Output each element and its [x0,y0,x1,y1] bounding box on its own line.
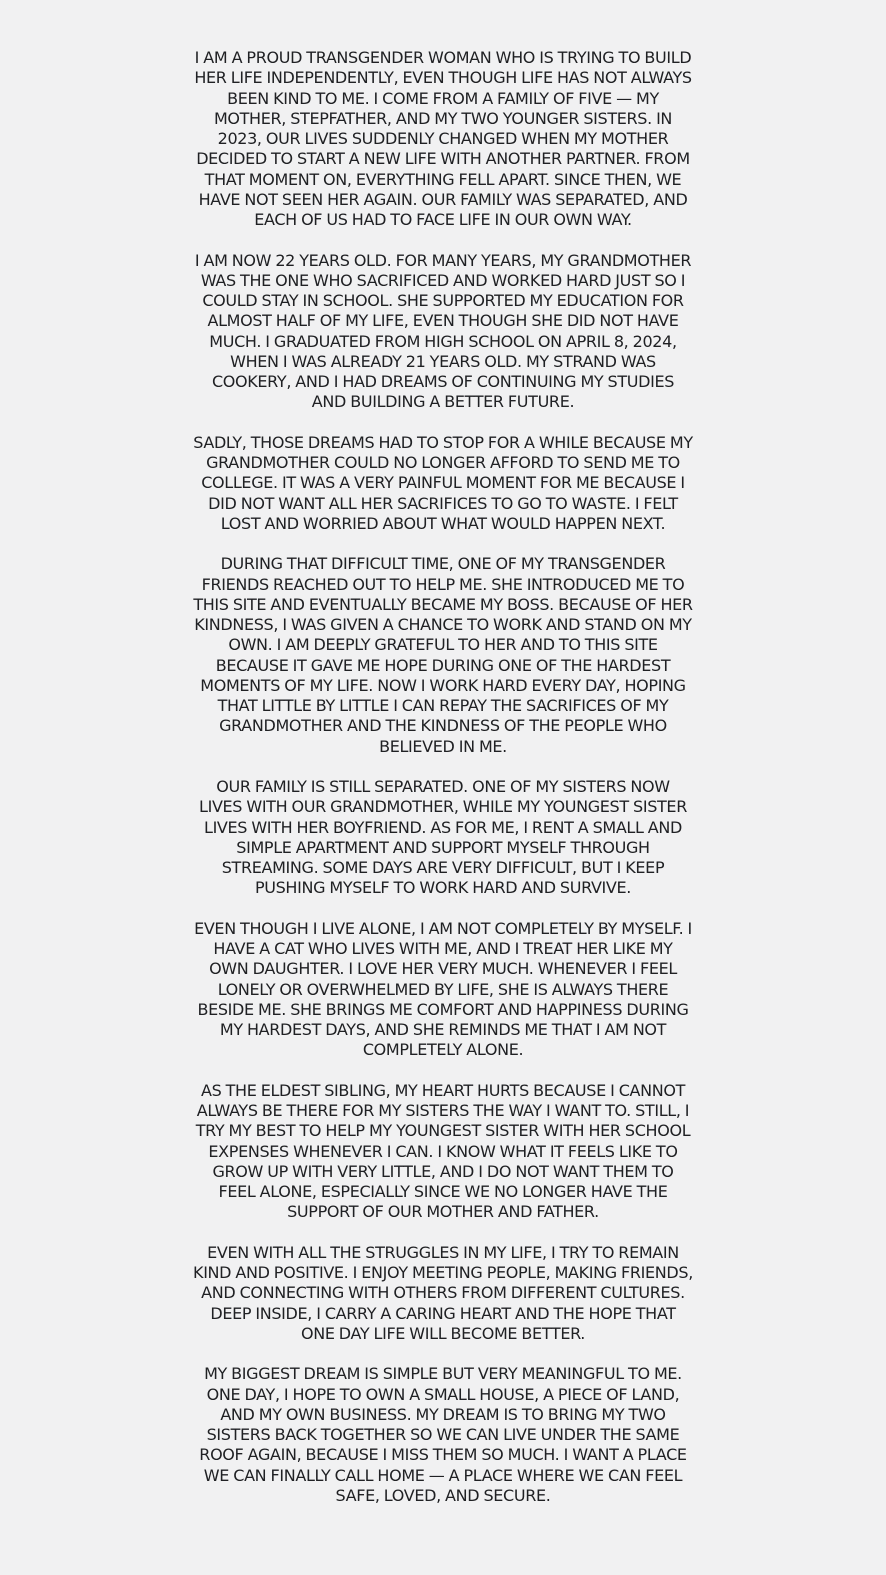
story-paragraph-sisters: AS THE ELDEST SIBLING, MY HEART HURTS BECAUSE I CANNOT ALWAYS BE THERE FOR MY SISTERS THE WAY I WANT TO. STILL, I TRY MY BEST TO HELP MY YOUNGEST SISTER WITH HER SCHOOL EXPENSES WHENEVER I CAN. I KNOW WHAT IT FEELS LIKE TO GROW UP WITH VERY LITTLE, AND I DO NOT WANT THEM TO FEEL ALONE, ESPECIALLY SINCE WE NO LONGER HAVE THE SUPPORT OF OUR MOTHER AND FATHER. [195,1080,691,1222]
story-paragraph-job: DURING THAT DIFFICULT TIME, ONE OF MY TRANSGENDER FRIENDS REACHED OUT TO HELP ME. SHE INTRODUCED ME TO THIS SITE AND EVENTUALLY BECAME MY BOSS. BECAUSE OF HER KINDNESS, I WAS GIVEN A CHANCE TO WORK AND STAND ON MY OWN. I AM DEEPLY GRATEFUL TO HER AND TO THIS SITE BECAUSE IT GAVE ME HOPE DURING ONE OF THE HARDEST MOMENTS OF MY LIFE. NOW I WORK HARD EVERY DAY, HOPING THAT LITTLE BY LITTLE I CAN REPAY THE SACRIFICES OF MY GRANDMOTHER AND THE KINDNESS OF THE PEOPLE WHO BELIEVED IN ME. [193,554,693,756]
story-paragraph-family: I AM A PROUD TRANSGENDER WOMAN WHO IS TRYING TO BUILD HER LIFE INDEPENDENTLY, EVEN THOUGH LIFE HAS NOT ALWAYS BEEN KIND TO ME. I COME FROM A FAMILY OF FIVE — MY MOTHER, STEPFATHER, AND MY TWO YOUNGER SISTERS. IN 2023, OUR LIVES SUDDENLY CHANGED WHEN MY MOTHER DECIDED TO START A NEW LIFE WITH ANOTHER PARTNER. FROM THAT MOMENT ON, EVERYTHING FELL APART. SINCE THEN, WE HAVE NOT SEEN HER AGAIN. OUR FAMILY WAS SEPARATED, AND EACH OF US HAD TO FACE LIFE IN OUR OWN WAY. [194,48,692,229]
story-paragraph-separated: OUR FAMILY IS STILL SEPARATED. ONE OF MY SISTERS NOW LIVES WITH OUR GRANDMOTHER, WHILE MY YOUNGEST SISTER LIVES WITH HER BOYFRIEND. AS FOR ME, I RENT A SMALL AND SIMPLE APARTMENT AND SUPPORT MYSELF THROUGH STREAMING. SOME DAYS ARE VERY DIFFICULT, BUT I KEEP PUSHING MYSELF TO WORK HARD AND SURVIVE. [199,777,687,898]
story-paragraph-grandmother: I AM NOW 22 YEARS OLD. FOR MANY YEARS, MY GRANDMOTHER WAS THE ONE WHO SACRIFICED AND WORKED HARD JUST SO I COULD STAY IN SCHOOL. SHE SUPPORTED MY EDUCATION FOR ALMOST HALF OF MY LIFE, EVEN THOUGH SHE DID NOT HAVE MUCH. I GRADUATED FROM HIGH SCHOOL ON APRIL 8, 2024, WHEN I WAS ALREADY 21 YEARS OLD. MY STRAND WAS COOKERY, AND I HAD DREAMS OF CONTINUING MY STUDIES AND BUILDING A BETTER FUTURE. [194,250,692,412]
story-paragraph-college: SADLY, THOSE DREAMS HAD TO STOP FOR A WHILE BECAUSE MY GRANDMOTHER COULD NO LONGER AFFORD TO SEND ME TO COLLEGE. IT WAS A VERY PAINFUL MOMENT FOR ME BECAUSE I DID NOT WANT ALL HER SACRIFICES TO GO TO WASTE. I FELT LOST AND WORRIED ABOUT WHAT WOULD HAPPEN NEXT. [193,432,693,533]
story-paragraph-positive: EVEN WITH ALL THE STRUGGLES IN MY LIFE, I TRY TO REMAIN KIND AND POSITIVE. I ENJOY MEETING PEOPLE, MAKING FRIENDS, AND CONNECTING WITH OTHERS FROM DIFFERENT CULTURES. DEEP INSIDE, I CARRY A CARING HEART AND THE HOPE THAT ONE DAY LIFE WILL BECOME BETTER. [193,1242,693,1343]
story-text-block [193,48,693,1506]
story-paragraph-dream: MY BIGGEST DREAM IS SIMPLE BUT VERY MEANINGFUL TO ME. ONE DAY, I HOPE TO OWN A SMALL HOUSE, A PIECE OF LAND, AND MY OWN BUSINESS. MY DREAM IS TO BRING MY TWO SISTERS BACK TOGETHER SO WE CAN LIVE UNDER THE SAME ROOF AGAIN, BECAUSE I MISS THEM SO MUCH. I WANT A PLACE WE CAN FINALLY CALL HOME — A PLACE WHERE WE CAN FEEL SAFE, LOVED, AND SECURE. [199,1364,687,1505]
story-paragraph-cat: EVEN THOUGH I LIVE ALONE, I AM NOT COMPLETELY BY MYSELF. I HAVE A CAT WHO LIVES WITH ME, AND I TREAT HER LIKE MY OWN DAUGHTER. I LOVE HER VERY MUCH. WHENEVER I FEEL LONELY OR OVERWHELMED BY LIFE, SHE IS ALWAYS THERE BESIDE ME. SHE BRINGS ME COMFORT AND HAPPINESS DURING MY HARDEST DAYS, AND SHE REMINDS ME THAT I AM NOT COMPLETELY ALONE. [194,918,692,1060]
